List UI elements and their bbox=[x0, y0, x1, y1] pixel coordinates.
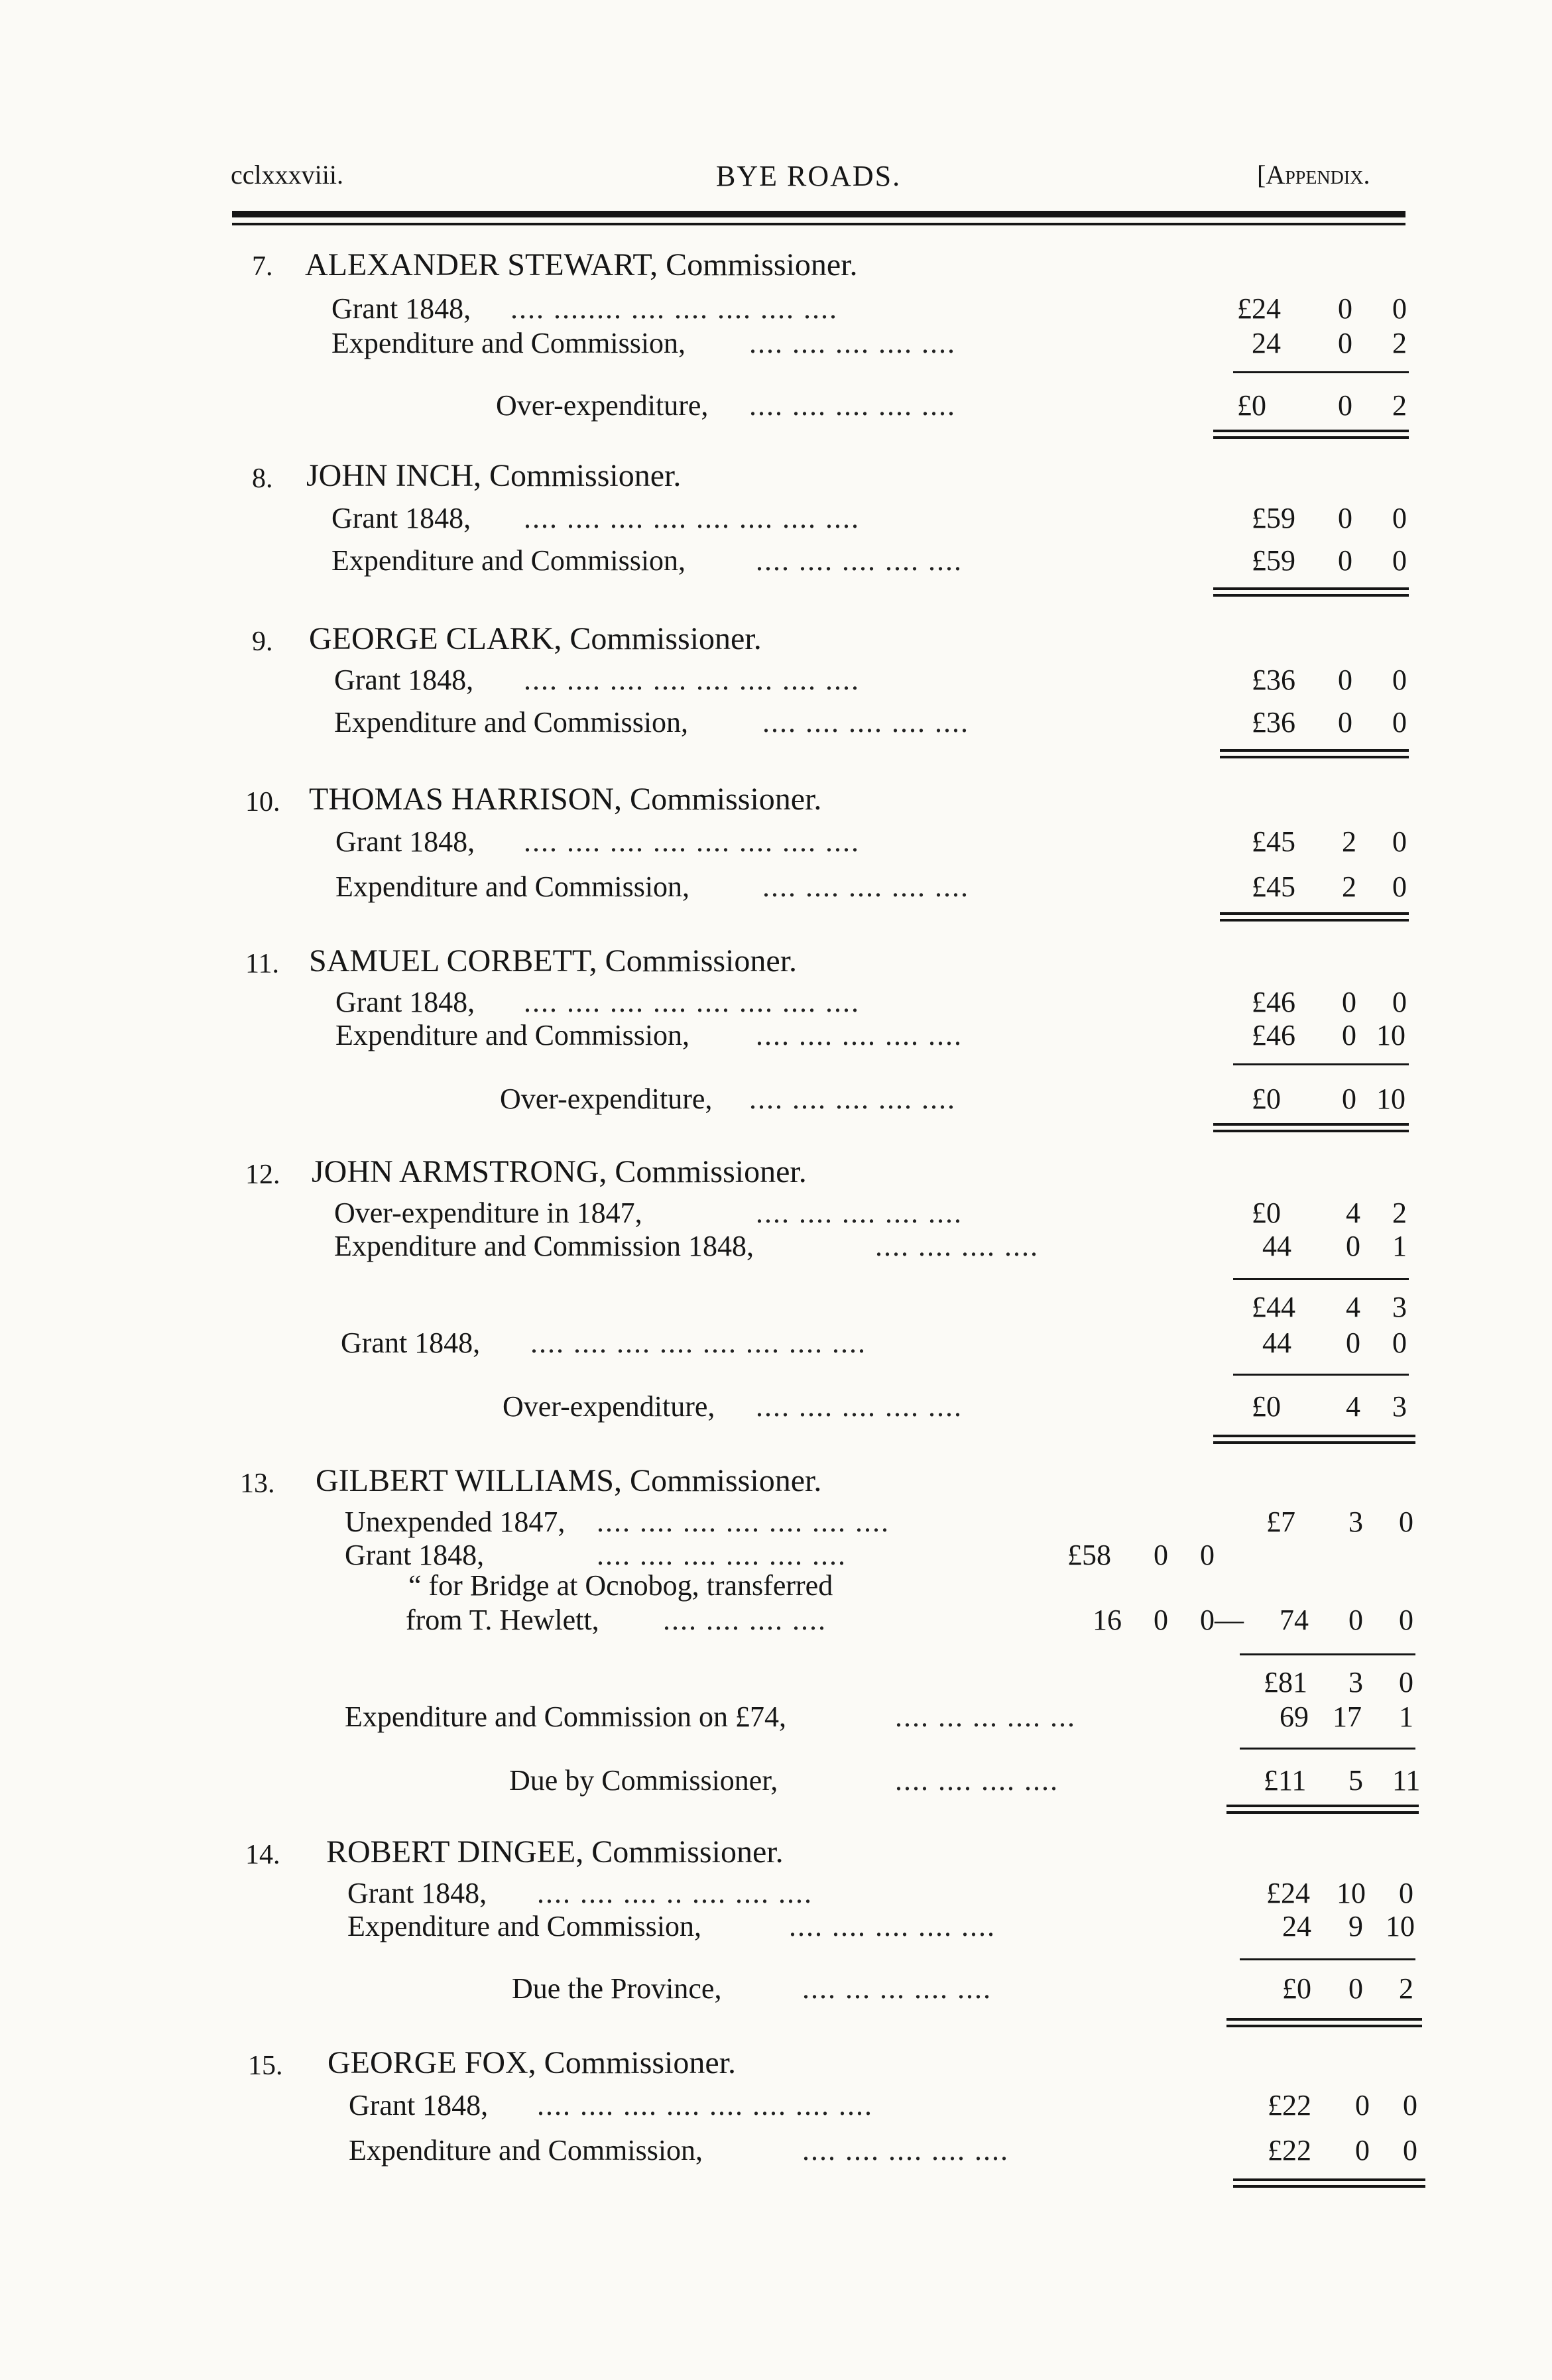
amount-shillings: 0 bbox=[1338, 544, 1352, 577]
inner-amount-pounds: 16 bbox=[1093, 1604, 1122, 1636]
entry-row bbox=[0, 388, 1552, 426]
amount-shillings: 9 bbox=[1348, 1910, 1363, 1942]
entry-row bbox=[0, 870, 1552, 907]
entry-label: Grant 1848, bbox=[335, 986, 475, 1018]
leader-dots: .... .... .... .... .... .... .... .... bbox=[524, 986, 860, 1018]
amount-shillings: 2 bbox=[1342, 825, 1356, 858]
amount-pence: 10 bbox=[1386, 1910, 1415, 1942]
amount-pounds: £45 bbox=[1252, 825, 1295, 858]
amount-pounds: £81 bbox=[1264, 1666, 1307, 1698]
inner-amount-shillings: 0 bbox=[1154, 1604, 1168, 1636]
amount-pounds: £46 bbox=[1252, 986, 1295, 1018]
amount-pounds: 24 bbox=[1252, 327, 1281, 359]
amount-pence: 3 bbox=[1392, 1291, 1407, 1323]
entry-label: Grant 1848, bbox=[341, 1327, 481, 1359]
amount-pence: 11 bbox=[1392, 1764, 1421, 1797]
amount-pounds: 69 bbox=[1280, 1700, 1309, 1733]
header-rule bbox=[232, 211, 1405, 217]
amount-shillings: 0 bbox=[1342, 986, 1356, 1018]
amount-pence: 0 bbox=[1392, 544, 1407, 577]
entry-label: Due the Province, bbox=[512, 1972, 722, 2005]
amount-shillings: 0 bbox=[1355, 2089, 1370, 2121]
entry-label: from T. Hewlett, bbox=[406, 1604, 599, 1636]
entry-row bbox=[0, 825, 1552, 862]
leader-dots: .... .... .... .... .... .... .... .... bbox=[524, 664, 860, 696]
leader-dots: .... .... .... .... .... bbox=[789, 1910, 996, 1942]
amount-pounds: £46 bbox=[1252, 1019, 1295, 1051]
leader-dots: .... ... ... .... ... bbox=[895, 1700, 1076, 1733]
total-double-rule bbox=[1226, 1805, 1419, 1807]
entry-row bbox=[0, 326, 1552, 363]
amount-pence: 1 bbox=[1399, 1700, 1413, 1733]
amount-shillings: 0 bbox=[1342, 1019, 1356, 1051]
amount-shillings: 2 bbox=[1342, 870, 1356, 903]
amount-pounds: £24 bbox=[1266, 1877, 1310, 1909]
entry-label: Expenditure and Commission on £74, bbox=[345, 1700, 787, 1733]
section-title: GILBERT WILLIAMS, Commissioner. bbox=[316, 1463, 822, 1498]
amount-shillings: 0 bbox=[1346, 1327, 1360, 1359]
amount-pounds: £0 bbox=[1252, 1083, 1281, 1115]
entry-label: Grant 1848, bbox=[331, 292, 471, 325]
entry-row bbox=[0, 1229, 1552, 1266]
amount-shillings: 5 bbox=[1348, 1764, 1363, 1797]
leader-dots: .... .... .... .... .... .... .... .... bbox=[537, 2089, 873, 2121]
page-title: BYE ROADS. bbox=[716, 160, 902, 192]
amount-pence: 0 bbox=[1392, 986, 1407, 1018]
leader-dots: .... .... .... .... .... .... .... .... bbox=[524, 502, 860, 534]
entry-label: Expenditure and Commission, bbox=[335, 870, 690, 903]
amount-pounds: 44 bbox=[1262, 1327, 1291, 1359]
leader-dots: .... .... .... .... .... .... .... .... bbox=[530, 1327, 866, 1359]
total-double-rule bbox=[1220, 749, 1409, 752]
amount-shillings: 3 bbox=[1348, 1506, 1363, 1538]
leader-dots: .... .... .... .... .... .... .... bbox=[597, 1506, 890, 1538]
amount-shillings: 0 bbox=[1338, 502, 1352, 534]
inner-amount-pounds: £58 bbox=[1067, 1539, 1111, 1571]
entry-row bbox=[0, 1082, 1552, 1119]
leader-dots: .... .... .... .... .... bbox=[749, 389, 956, 422]
amount-shillings: 0 bbox=[1355, 2134, 1370, 2167]
sum-rule bbox=[1240, 1748, 1415, 1750]
amount-pounds: £0 bbox=[1252, 1197, 1281, 1229]
amount-shillings: 0 bbox=[1348, 1972, 1363, 2005]
leader-dots: .... .... .... .... .... bbox=[749, 327, 956, 359]
amount-pence: 2 bbox=[1392, 1197, 1407, 1229]
section-title: JOHN INCH, Commissioner. bbox=[306, 458, 682, 493]
amount-pence: 0 bbox=[1392, 1327, 1407, 1359]
section-title: JOHN ARMSTRONG, Commissioner. bbox=[312, 1154, 807, 1189]
amount-pounds: £0 bbox=[1237, 389, 1266, 422]
entry-row bbox=[0, 2088, 1552, 2125]
entry-row bbox=[0, 1603, 1552, 1640]
entry-row bbox=[0, 985, 1552, 1022]
leader-dots: .... .... .... .... .... bbox=[756, 1390, 963, 1423]
leader-dots: .... ........ .... .... .... .... .... bbox=[510, 292, 838, 325]
leader-dots: .... .... .... .... .... bbox=[756, 1019, 963, 1051]
leader-dots: .... .... .... .... .... .... bbox=[597, 1539, 847, 1571]
amount-pounds: £45 bbox=[1252, 870, 1295, 903]
entry-row bbox=[0, 663, 1552, 700]
amount-shillings: 10 bbox=[1337, 1877, 1366, 1909]
amount-shillings: 4 bbox=[1346, 1390, 1360, 1423]
total-double-rule bbox=[1233, 2178, 1425, 2181]
amount-pence: 0 bbox=[1403, 2134, 1417, 2167]
total-double-rule bbox=[1213, 1435, 1415, 1437]
amount-pence: 0 bbox=[1392, 502, 1407, 534]
leader-dots: .... .... .... .... bbox=[663, 1604, 827, 1636]
amount-pounds: £11 bbox=[1264, 1764, 1307, 1797]
section-number: 11. bbox=[245, 949, 279, 979]
section-title: ALEXANDER STEWART, Commissioner. bbox=[305, 247, 858, 282]
amount-pence: 0 bbox=[1399, 1877, 1413, 1909]
page-number: cclxxxviii. bbox=[231, 160, 343, 190]
entry-row bbox=[0, 1196, 1552, 1233]
section-number: 13. bbox=[240, 1468, 275, 1499]
section-title: ROBERT DINGEE, Commissioner. bbox=[326, 1834, 784, 1870]
entry-row bbox=[0, 544, 1552, 581]
entry-label: Grant 1848, bbox=[334, 664, 474, 696]
leader-dots: .... .... .... .... .... bbox=[762, 870, 969, 903]
amount-pence: 0 bbox=[1392, 706, 1407, 739]
amount-pounds: £36 bbox=[1252, 664, 1295, 696]
entry-label: Expenditure and Commission 1848, bbox=[334, 1230, 754, 1262]
amount-pounds: £0 bbox=[1252, 1390, 1281, 1423]
entry-row bbox=[0, 1665, 1552, 1702]
amount-pence: 0 bbox=[1392, 664, 1407, 696]
section-number: 7. bbox=[252, 251, 273, 282]
amount-pence: 0 bbox=[1403, 2089, 1417, 2121]
section-title: THOMAS HARRISON, Commissioner. bbox=[309, 782, 822, 817]
entry-label: Expenditure and Commission, bbox=[331, 327, 686, 359]
section-number: 10. bbox=[245, 787, 280, 817]
leader-dots: .... .... .... .. .... .... .... bbox=[537, 1877, 813, 1909]
header-rule-thin bbox=[232, 223, 1405, 225]
entry-row bbox=[0, 1700, 1552, 1737]
amount-pence: 2 bbox=[1392, 327, 1407, 359]
entry-row bbox=[0, 1018, 1552, 1055]
leader-dots: .... .... .... .... .... bbox=[756, 1197, 963, 1229]
amount-pounds: 74 bbox=[1280, 1604, 1309, 1636]
entry-label: Grant 1848, bbox=[331, 502, 471, 534]
amount-shillings: 0 bbox=[1346, 1230, 1360, 1262]
entry-label: Over-expenditure, bbox=[500, 1083, 713, 1115]
entry-label: Grant 1848, bbox=[345, 1539, 485, 1571]
amount-pence: 10 bbox=[1376, 1019, 1405, 1051]
amount-shillings: 17 bbox=[1333, 1700, 1362, 1733]
amount-pence: 0 bbox=[1399, 1506, 1413, 1538]
sum-rule bbox=[1240, 1653, 1415, 1655]
entry-label: Grant 1848, bbox=[347, 1877, 487, 1909]
entry-label: Unexpended 1847, bbox=[345, 1506, 566, 1538]
entry-row bbox=[0, 1972, 1552, 2009]
entry-row bbox=[0, 1876, 1552, 1913]
total-double-rule bbox=[1213, 430, 1409, 432]
amount-pence: 2 bbox=[1392, 389, 1407, 422]
entry-row bbox=[0, 501, 1552, 538]
amount-pounds: £7 bbox=[1266, 1506, 1295, 1538]
amount-pounds: £44 bbox=[1252, 1291, 1295, 1323]
entry-row bbox=[0, 1326, 1552, 1363]
sum-rule bbox=[1240, 1958, 1415, 1960]
amount-pounds: 24 bbox=[1282, 1910, 1311, 1942]
section-title: GEORGE FOX, Commissioner. bbox=[328, 2045, 737, 2080]
section-number: 14. bbox=[245, 1840, 280, 1870]
leader-dots: .... .... .... .... bbox=[875, 1230, 1039, 1262]
amount-pounds: £22 bbox=[1268, 2134, 1311, 2167]
entry-row bbox=[0, 1505, 1552, 1542]
amount-pounds: £36 bbox=[1252, 706, 1295, 739]
entry-label: Grant 1848, bbox=[349, 2089, 489, 2121]
amount-shillings: 0 bbox=[1338, 292, 1352, 325]
total-double-rule bbox=[1213, 587, 1409, 590]
total-double-rule bbox=[1213, 1123, 1409, 1126]
total-double-rule bbox=[1226, 2018, 1422, 2021]
amount-pounds: 44 bbox=[1262, 1230, 1291, 1262]
sum-rule bbox=[1233, 1278, 1409, 1280]
amount-pence: 3 bbox=[1392, 1390, 1407, 1423]
entry-label: Over-expenditure in 1847, bbox=[334, 1197, 642, 1229]
entry-row bbox=[0, 1763, 1552, 1801]
amount-shillings: 0 bbox=[1342, 1083, 1356, 1115]
entry-label: Over-expenditure, bbox=[503, 1390, 715, 1423]
entry-label: Expenditure and Commission, bbox=[334, 706, 689, 739]
section-title: GEORGE CLARK, Commissioner. bbox=[309, 621, 762, 656]
entry-row bbox=[0, 1569, 1552, 1606]
entry-label: Grant 1848, bbox=[335, 825, 475, 858]
amount-pounds: £24 bbox=[1237, 292, 1281, 325]
section-number: 12. bbox=[245, 1160, 280, 1190]
inner-amount-pence: 0 bbox=[1200, 1539, 1215, 1571]
section-number: 15. bbox=[248, 2051, 283, 2081]
entry-row bbox=[0, 292, 1552, 329]
amount-pence: 0 bbox=[1399, 1604, 1413, 1636]
inner-amount-shillings: 0 bbox=[1154, 1539, 1168, 1571]
total-double-rule bbox=[1220, 912, 1409, 915]
amount-pence: 2 bbox=[1399, 1972, 1413, 2005]
amount-shillings: 0 bbox=[1338, 706, 1352, 739]
amount-shillings: 0 bbox=[1338, 389, 1352, 422]
entry-label: Due by Commissioner, bbox=[509, 1764, 778, 1797]
entry-label: Expenditure and Commission, bbox=[331, 544, 686, 577]
section-number: 9. bbox=[252, 626, 273, 657]
entry-label: Expenditure and Commission, bbox=[335, 1019, 690, 1051]
entry-label: Expenditure and Commission, bbox=[349, 2134, 703, 2167]
section-number: 8. bbox=[252, 463, 273, 494]
amount-shillings: 0 bbox=[1338, 327, 1352, 359]
inner-amount-pence: 0— bbox=[1200, 1604, 1244, 1636]
amount-pence: 0 bbox=[1399, 1666, 1413, 1698]
leader-dots: .... .... .... .... .... bbox=[762, 706, 969, 739]
entry-label: “ for Bridge at Ocnobog, transferred bbox=[408, 1569, 833, 1602]
amount-pounds: £59 bbox=[1252, 502, 1295, 534]
entry-row bbox=[0, 1909, 1552, 1946]
amount-pence: 1 bbox=[1392, 1230, 1407, 1262]
amount-shillings: 3 bbox=[1348, 1666, 1363, 1698]
sum-rule bbox=[1233, 1063, 1409, 1065]
entry-row bbox=[0, 1390, 1552, 1427]
sum-rule bbox=[1233, 1374, 1409, 1376]
amount-pounds: £0 bbox=[1282, 1972, 1311, 2005]
leader-dots: .... .... .... .... bbox=[895, 1764, 1059, 1797]
amount-pence: 0 bbox=[1392, 870, 1407, 903]
amount-pence: 0 bbox=[1392, 292, 1407, 325]
sum-rule bbox=[1233, 371, 1409, 373]
amount-shillings: 0 bbox=[1338, 664, 1352, 696]
amount-pence: 0 bbox=[1392, 825, 1407, 858]
amount-shillings: 4 bbox=[1346, 1197, 1360, 1229]
leader-dots: .... .... .... .... .... bbox=[749, 1083, 956, 1115]
entry-label: Over-expenditure, bbox=[496, 389, 709, 422]
entry-label: Expenditure and Commission, bbox=[347, 1910, 702, 1942]
appendix-label: [Appendix. bbox=[1257, 160, 1370, 190]
leader-dots: .... .... .... .... .... bbox=[756, 544, 963, 577]
amount-pounds: £59 bbox=[1252, 544, 1295, 577]
entry-row bbox=[0, 1290, 1552, 1327]
amount-pence: 10 bbox=[1376, 1083, 1405, 1115]
entry-row bbox=[0, 705, 1552, 743]
amount-pounds: £22 bbox=[1268, 2089, 1311, 2121]
entry-row bbox=[0, 2133, 1552, 2171]
leader-dots: .... .... .... .... .... .... .... .... bbox=[524, 825, 860, 858]
amount-shillings: 4 bbox=[1346, 1291, 1360, 1323]
leader-dots: .... ... ... .... .... bbox=[802, 1972, 992, 2005]
leader-dots: .... .... .... .... .... bbox=[802, 2134, 1009, 2167]
amount-shillings: 0 bbox=[1348, 1604, 1363, 1636]
section-title: SAMUEL CORBETT, Commissioner. bbox=[309, 943, 798, 979]
